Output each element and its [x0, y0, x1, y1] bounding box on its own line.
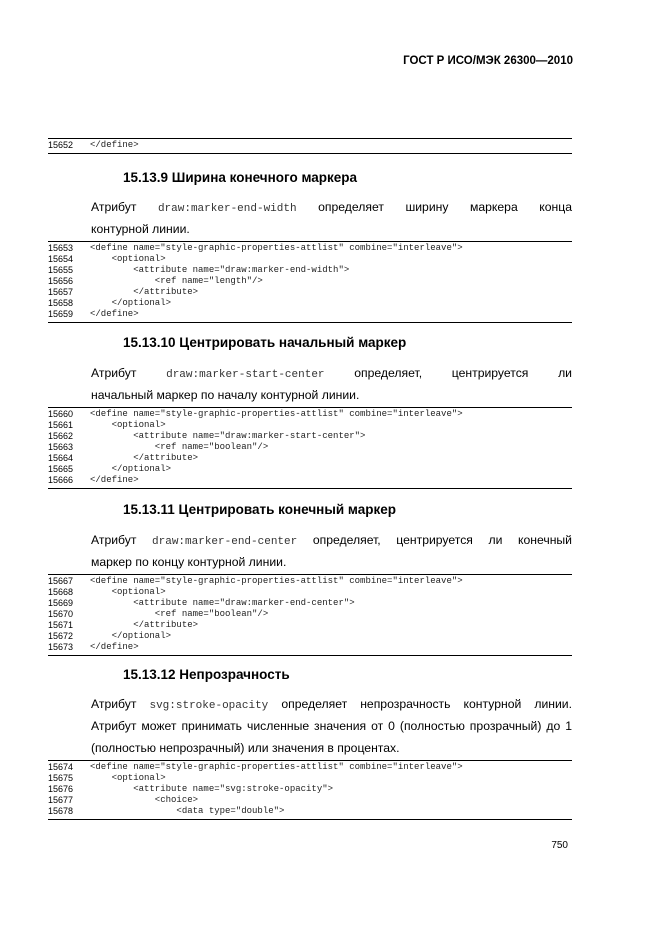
code-text: </optional>: [90, 464, 172, 474]
page-number: 750: [551, 840, 568, 851]
code-line: [48, 243, 572, 254]
code-text: <ref name="boolean"/>: [90, 609, 269, 619]
code-line: [48, 276, 572, 287]
code-text: <choice>: [90, 795, 199, 805]
code-line: [48, 453, 572, 464]
code-line: [48, 576, 572, 587]
line-number: 15667: [48, 576, 74, 586]
code-text: <data type="double">: [90, 806, 285, 816]
line-number: 15668: [48, 587, 74, 597]
line-number: 15659: [48, 309, 74, 319]
code-line: [48, 265, 572, 276]
code-text: <attribute name="draw:marker-start-center">: [90, 431, 366, 441]
paragraph-line: контурной линии.: [91, 222, 190, 236]
code-text: <define name="style-graphic-properties-attlist" combine="interleave">: [90, 243, 463, 253]
code-line: [48, 431, 572, 442]
code-line: [48, 598, 572, 609]
code-line: [48, 609, 572, 620]
document-header: ГОСТ Р ИСО/МЭК 26300—2010: [403, 55, 573, 67]
code-text: </optional>: [90, 631, 172, 641]
line-number: 15652: [48, 140, 74, 150]
section-heading: 15.13.12 Непрозрачность: [123, 667, 290, 682]
line-number: 15678: [48, 806, 74, 816]
section-heading: 15.13.9 Ширина конечного маркера: [123, 170, 358, 185]
code-text: </attribute>: [90, 287, 199, 297]
code-line: [48, 762, 572, 773]
line-number: 15653: [48, 243, 74, 253]
code-text: </define>: [90, 140, 139, 150]
code-line: [48, 442, 572, 453]
line-number: 15656: [48, 276, 74, 286]
code-text: <attribute name="draw:marker-end-width">: [90, 265, 350, 275]
code-text: <optional>: [90, 773, 166, 783]
paragraph-line: Атрибут svg:stroke-opacity определяет непрозрачность контурной линии.: [91, 697, 572, 712]
paragraph-line: (полностью непрозрачный) или значения в процентах.: [91, 741, 400, 755]
attribute-name: svg:stroke-opacity: [149, 700, 269, 712]
line-number: 15658: [48, 298, 74, 308]
attribute-name: draw:marker-start-center: [166, 369, 325, 381]
code-block: [48, 241, 572, 323]
line-number: 15655: [48, 265, 74, 275]
paragraph-line: Атрибут может принимать численные значения от 0 (полностью прозрачный) до 1: [91, 719, 572, 733]
code-text: <attribute name="draw:marker-end-center">: [90, 598, 355, 608]
code-text: <attribute name="svg:stroke-opacity">: [90, 784, 334, 794]
code-text: <define name="style-graphic-properties-attlist" combine="interleave">: [90, 409, 463, 419]
code-line: [48, 587, 572, 598]
line-number: 15662: [48, 431, 74, 441]
code-line: [48, 254, 572, 265]
code-text: </define>: [90, 309, 139, 319]
paragraph-line: Атрибут draw:marker-end-width определяет ширину маркера конца: [91, 200, 572, 215]
code-text: </define>: [90, 475, 139, 485]
code-line: [48, 642, 572, 653]
code-block: [48, 407, 572, 489]
section-paragraph: [91, 693, 572, 759]
line-number: 15670: [48, 609, 74, 619]
code-text: </optional>: [90, 298, 172, 308]
code-text: <optional>: [90, 420, 166, 430]
code-text: <define name="style-graphic-properties-attlist" combine="interleave">: [90, 576, 463, 586]
paragraph-line: начальный маркер по началу контурной линии.: [91, 388, 360, 402]
code-text: </define>: [90, 642, 139, 652]
line-number: 15677: [48, 795, 74, 805]
code-line: [48, 420, 572, 431]
code-line: [48, 806, 572, 817]
section-paragraph: [91, 529, 572, 573]
code-block: [48, 574, 572, 656]
code-text: </attribute>: [90, 453, 199, 463]
code-line: [48, 620, 572, 631]
code-line: [48, 298, 572, 309]
code-text: <optional>: [90, 587, 166, 597]
attribute-name: draw:marker-end-width: [157, 203, 297, 215]
line-number: 15676: [48, 784, 74, 794]
code-line: [48, 784, 572, 795]
line-number: 15654: [48, 254, 74, 264]
code-block: [48, 760, 572, 820]
code-text: <optional>: [90, 254, 166, 264]
line-number: 15661: [48, 420, 74, 430]
code-line: [48, 287, 572, 298]
line-number: 15669: [48, 598, 74, 608]
code-text: </attribute>: [90, 620, 199, 630]
line-number: 15673: [48, 642, 74, 652]
line-number: 15674: [48, 762, 74, 772]
section-heading: 15.13.10 Центрировать начальный маркер: [123, 335, 407, 350]
code-line: [48, 795, 572, 806]
paragraph-line: Атрибут draw:marker-start-center определяет, центрируется ли: [91, 366, 572, 381]
paragraph-line: Атрибут draw:marker-end-center определяет, центрируется ли конечный: [91, 533, 572, 548]
line-number: 15672: [48, 631, 74, 641]
line-number: 15675: [48, 773, 74, 783]
section-heading: 15.13.11 Центрировать конечный маркер: [123, 502, 396, 517]
code-text: <ref name="boolean"/>: [90, 442, 269, 452]
line-number: 15657: [48, 287, 74, 297]
paragraph-line: маркер по концу контурной линии.: [91, 555, 287, 569]
section-paragraph: [91, 196, 572, 240]
code-text: <ref name="length"/>: [90, 276, 263, 286]
code-text: <define name="style-graphic-properties-attlist" combine="interleave">: [90, 762, 463, 772]
line-number: 15671: [48, 620, 74, 630]
line-number: 15664: [48, 453, 74, 463]
code-line: [48, 464, 572, 475]
code-line: [48, 475, 572, 486]
attribute-name: draw:marker-end-center: [152, 536, 298, 548]
code-line: [48, 409, 572, 420]
line-number: 15665: [48, 464, 74, 474]
line-number: 15666: [48, 475, 74, 485]
line-number: 15660: [48, 409, 74, 419]
code-line: [48, 631, 572, 642]
line-number: 15663: [48, 442, 74, 452]
code-block: [48, 138, 572, 154]
section-paragraph: [91, 362, 572, 406]
code-line: [48, 309, 572, 320]
code-line: [48, 140, 572, 151]
code-line: [48, 773, 572, 784]
